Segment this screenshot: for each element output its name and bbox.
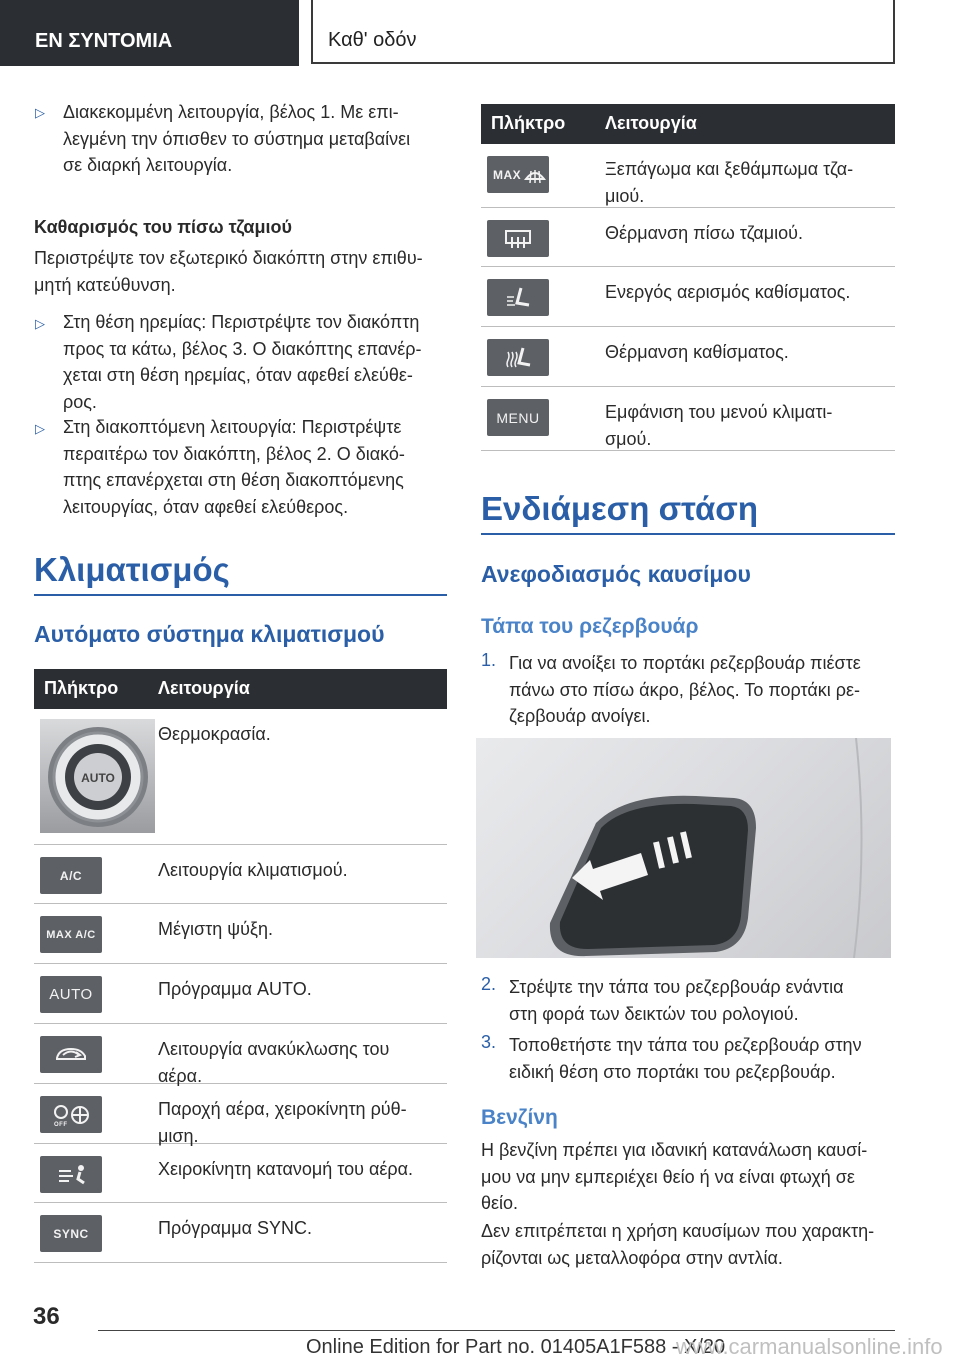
climate-key-table-continued xyxy=(481,104,895,451)
max-label: MAX xyxy=(493,167,522,182)
row-text xyxy=(158,721,271,748)
intro-bullet-text xyxy=(63,99,410,179)
petrol-paragraph xyxy=(481,1218,874,1271)
rear-window-heading: Καθαρισμός του πίσω τζαμιού xyxy=(34,217,292,237)
text-line: Εμφάνιση του μενού κλιματι- xyxy=(605,402,833,422)
temperature-knob-icon xyxy=(40,719,155,833)
text-line: Στη θέση ηρεμίας: Περιστρέψτε τον διακόπτη xyxy=(63,312,420,332)
watermark: www.carmanualsonline.info xyxy=(676,1334,943,1359)
header-function: Λειτουργία xyxy=(158,678,250,698)
row-text xyxy=(158,1036,389,1089)
text-line: λειτουργίας, όταν αφεθεί ελεύθερος. xyxy=(63,496,349,517)
text-line: Θέρμανση πίσω τζαμιού. xyxy=(605,223,803,243)
petrol-title: Βενζίνη xyxy=(481,1106,558,1129)
text-line: Ξεπάγωμα και ξεθάμπωμα τζα- xyxy=(605,159,854,179)
step-number: 1. xyxy=(481,650,497,670)
text-line: χεται στη θέση ηρεμίας, όταν αφεθεί ελεύθε- xyxy=(63,365,413,385)
auto-button-icon: AUTO xyxy=(40,976,102,1013)
text-line: Διακεκομμένη λειτουργία, βέλος 1. Με επι- xyxy=(63,102,399,122)
text-line: μιού. xyxy=(605,185,645,206)
text-line: ρίζονται ως μεταλλοφόρα στην αντλία. xyxy=(481,1247,783,1268)
row-text xyxy=(158,1156,413,1183)
svg-text:OFF: OFF xyxy=(54,1121,68,1128)
text-line: μιση. xyxy=(158,1125,199,1146)
text-line: Πρόγραμμα AUTO. xyxy=(158,979,312,999)
chapter-title: Καθ' οδόν xyxy=(328,29,417,51)
table-row xyxy=(34,845,447,904)
row-text xyxy=(158,1215,312,1242)
bullet-intermittent xyxy=(63,414,405,520)
fuel-flap-illustration xyxy=(476,738,891,958)
row-text xyxy=(605,399,832,452)
step-number: 3. xyxy=(481,1032,497,1052)
text-line: αέρα. xyxy=(158,1065,203,1086)
text-line: Λειτουργία ανακύκλωσης του xyxy=(158,1039,390,1059)
text-line: Στρέψτε την τάπα του ρεζερβουάρ ενάντια xyxy=(509,977,844,997)
row-text xyxy=(158,976,312,1003)
step-text xyxy=(509,974,844,1027)
table-header xyxy=(34,669,447,709)
text-line: Θέρμανση καθίσματος. xyxy=(605,342,789,362)
table-row xyxy=(34,964,447,1024)
table-row xyxy=(34,1024,447,1084)
section-tab xyxy=(0,0,299,66)
text-line: ζερβουάρ ανοίγει. xyxy=(509,706,651,726)
title-rule xyxy=(34,594,447,596)
edition-text: Online Edition for Part no. 01405A1F588 - X/20 xyxy=(306,1336,726,1358)
bullet-arrow-icon: ▷ xyxy=(35,316,45,331)
sync-button-icon: SYNC xyxy=(40,1215,102,1252)
row-text xyxy=(158,1096,407,1149)
seat-heating-icon xyxy=(487,339,549,376)
text-line: σμού. xyxy=(605,428,652,449)
row-text xyxy=(158,857,348,884)
text-line: Παροχή αέρα, χειροκίνητη ρύθ- xyxy=(158,1099,407,1119)
step-text xyxy=(509,650,861,730)
header-key: Πλήκτρο xyxy=(491,113,566,133)
text-line: Για να ανοίξει το πορτάκι ρεζερβουάρ πιέστε xyxy=(509,653,861,673)
text-line: μητή κατεύθυνση. xyxy=(34,274,176,295)
text-line: Θερμοκρασία. xyxy=(158,724,271,744)
text-line: Λειτουργία κλιματισμού. xyxy=(158,860,348,880)
table-row xyxy=(34,1144,447,1203)
chapter-tab xyxy=(311,0,895,64)
stop-title: Ενδιάμεση στάση xyxy=(481,490,758,527)
text-line: Ενεργός αερισμός καθίσματος. xyxy=(605,282,851,302)
header-function: Λειτουργία xyxy=(605,113,697,133)
max-ac-button-icon: MAX A/C xyxy=(40,916,102,953)
text-line: πτης επανέρχεται στη θέση διακοπτόμενης xyxy=(63,470,404,490)
bullet-rest-position xyxy=(63,309,422,415)
page-number: 36 xyxy=(33,1303,60,1330)
footer-rule xyxy=(98,1330,895,1331)
climate-key-table xyxy=(34,669,447,1263)
ac-button-icon: A/C xyxy=(40,857,102,894)
air-distribution-icon xyxy=(40,1156,102,1193)
text-line: Τοποθετήστε την τάπα του ρεζερβουάρ στην xyxy=(509,1035,862,1055)
text-line: Μέγιστη ψύξη. xyxy=(158,919,273,939)
table-row xyxy=(481,144,895,208)
fuel-cap-title: Τάπα του ρεζερβουάρ xyxy=(481,615,699,638)
text-line: Στη διακοπτόμενη λειτουργία: Περιστρέψτε xyxy=(63,417,402,437)
step-text xyxy=(509,1032,862,1085)
header-key: Πλήκτρο xyxy=(44,678,119,698)
text-line: ειδική θέση στο πορτάκι του ρεζερβουάρ. xyxy=(509,1061,836,1082)
seat-ventilation-icon xyxy=(487,279,549,316)
text-line: θείο. xyxy=(481,1193,519,1213)
text-line: Πρόγραμμα SYNC. xyxy=(158,1218,313,1238)
table-header xyxy=(481,104,895,144)
text-line: Δεν επιτρέπεται η χρήση καυσίμων που χαρακτη- xyxy=(481,1221,875,1241)
table-row xyxy=(34,1084,447,1144)
row-text xyxy=(605,220,803,247)
text-line: προς τα κάτω, βέλος 3. Ο διακόπτης επανέρ- xyxy=(63,338,422,359)
row-text xyxy=(605,339,789,366)
table-row xyxy=(481,267,895,327)
recirculation-icon xyxy=(40,1036,102,1073)
text-line: Περιστρέψτε τον εξωτερικό διακόπτη στην επιθυ- xyxy=(34,248,423,268)
row-text xyxy=(605,279,850,306)
row-text xyxy=(158,916,273,943)
text-line: Η βενζίνη πρέπει για ιδανική κατανάλωση καυσί- xyxy=(481,1140,868,1160)
step-number: 2. xyxy=(481,974,497,994)
text-line: λεγμένη την όπισθεν το σύστημα μεταβαίνει xyxy=(63,128,411,149)
text-line: περαιτέρω τον διακόπτη, βέλος 2. Ο διακό- xyxy=(63,443,405,464)
rear-window-paragraph xyxy=(34,245,423,298)
rear-window-heat-icon xyxy=(487,220,549,257)
table-row xyxy=(34,709,447,845)
text-line: ρος. xyxy=(63,391,97,412)
table-row xyxy=(481,327,895,387)
text-line: Χειροκίνητη κατανομή του αέρα. xyxy=(158,1159,414,1179)
row-text xyxy=(605,156,853,209)
petrol-paragraph xyxy=(481,1137,867,1217)
text-line: σε διαρκή λειτουργία. xyxy=(63,155,233,175)
bullet-arrow-icon: ▷ xyxy=(35,421,45,436)
text-line: στη φορά των δεικτών του ρολογιού. xyxy=(509,1003,799,1024)
refuel-title: Ανεφοδιασμός καυσίμου xyxy=(481,561,751,587)
auto-climate-title: Αυτόματο σύστημα κλιματισμού xyxy=(34,621,385,647)
section-title: ΕΝ ΣΥΝΤΟΜΙΑ xyxy=(35,30,173,52)
table-row xyxy=(481,208,895,267)
table-row xyxy=(34,904,447,964)
climate-title: Κλιματισμός xyxy=(34,551,230,588)
text-line: πάνω στο πίσω άκρο, βέλος. Το πορτάκι ρε- xyxy=(509,679,861,700)
menu-button-icon: MENU xyxy=(487,399,549,436)
knob-label: AUTO xyxy=(81,771,115,785)
text-line: μου να μην εμπεριέχει θείο ή να είναι φτωχή σε xyxy=(481,1166,855,1187)
fan-icon xyxy=(40,1096,102,1133)
title-rule xyxy=(481,533,895,535)
bullet-arrow-icon: ▷ xyxy=(35,105,45,120)
table-row xyxy=(34,1203,447,1263)
max-defrost-icon xyxy=(487,156,549,193)
table-row xyxy=(481,387,895,451)
